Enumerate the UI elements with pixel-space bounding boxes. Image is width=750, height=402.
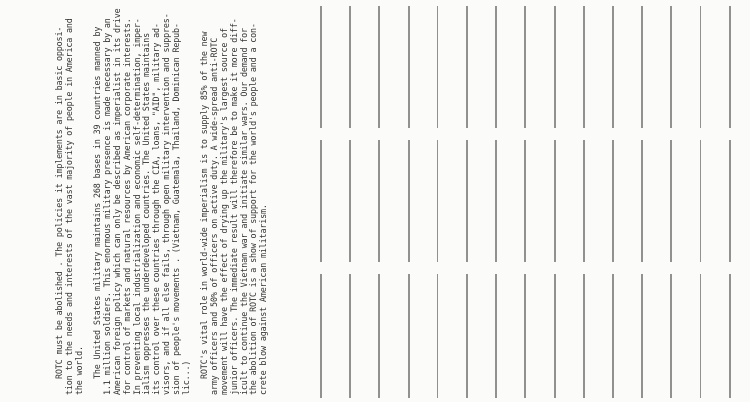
- rule-line: [495, 6, 497, 128]
- rule-line: [641, 274, 643, 398]
- text-line: tion to the needs and interests of the vast majority of people in America and: [63, 18, 74, 395]
- rule-line: [495, 274, 497, 398]
- text-line: its control over these countries through the CIA, loans, "AID", military ad-: [151, 23, 162, 395]
- rule-line: [700, 274, 702, 398]
- rule-line: [641, 6, 643, 128]
- rule-line: [466, 6, 468, 128]
- rule-line: [437, 6, 439, 128]
- rule-line: [641, 140, 643, 262]
- rule-line: [408, 274, 410, 398]
- rule-line: [349, 140, 351, 262]
- rule-line: [349, 274, 351, 398]
- rule-line: [320, 140, 322, 262]
- text-line: ROTC must be abolished . The policies it implements are in basic opposi-: [54, 26, 64, 379]
- rule-line: [437, 140, 439, 262]
- rule-line: [670, 6, 672, 128]
- rule-line: [466, 274, 468, 398]
- text-line: ROTC's vital role in world-wide imperialism is to supply 85% of the new: [199, 31, 210, 379]
- text-line: 1.1 million soldiers. This enormous military presence is made necessary by an: [102, 18, 113, 395]
- rule-line: [554, 140, 556, 262]
- rule-line: [700, 6, 702, 128]
- rule-line: [524, 274, 526, 398]
- rule-line: [524, 6, 526, 128]
- paragraph-bases: [93, 5, 191, 395]
- rule-line: [612, 6, 614, 128]
- text-line: visors, and if all else fails, through open military intervention and suppres-: [160, 13, 171, 395]
- text-line: In preventing local industrialization and economic self-determination, imper-: [131, 18, 142, 395]
- rule-line: [583, 140, 585, 262]
- rule-line: [700, 140, 702, 262]
- rule-line: [349, 6, 351, 128]
- rule-line: [320, 274, 322, 398]
- rule-line: [408, 140, 410, 262]
- text-line: movement will have the effect of drying up the military's largest source of: [218, 28, 229, 395]
- text-line: icult to continue the Vietnam war and initiate similar wars. Our demand for: [238, 28, 249, 395]
- rule-line: [495, 140, 497, 262]
- text-line: ialism oppresses the underdeveloped countries. The United States maintains: [141, 32, 152, 395]
- rule-line: [583, 6, 585, 128]
- text-line: army officers and 50% of officers on active duty. A wide-spread anti-ROTC: [209, 37, 220, 395]
- text-line: lic...): [180, 360, 191, 395]
- text-line: sion of people's movements . (Vietnam, Guatemala, Thailand, Dominican Repub-: [170, 23, 181, 395]
- text-line: the world.: [73, 346, 84, 395]
- rule-line: [612, 140, 614, 262]
- rule-line: [524, 140, 526, 262]
- rule-line: [437, 274, 439, 398]
- rule-line: [583, 274, 585, 398]
- paragraph-rotc-role: [200, 5, 269, 395]
- rule-line: [554, 274, 556, 398]
- rule-line: [729, 6, 731, 128]
- paragraph-intro: [55, 5, 84, 395]
- rule-line: [378, 274, 380, 398]
- rule-line: [554, 6, 556, 128]
- rule-line: [320, 6, 322, 128]
- rule-line: [378, 140, 380, 262]
- rotated-typed-text: [55, 5, 315, 395]
- text-line: crete blow against American militarism.: [258, 204, 269, 395]
- rule-line: [612, 274, 614, 398]
- rule-line: [408, 6, 410, 128]
- text-line: The United States military maintains 268 bases in 39 countries manned by: [92, 26, 103, 379]
- text-line: for control of markets and natural resources by American corporate interests.: [121, 18, 132, 395]
- text-line: the abolition of ROTC is a show of support for the world's people and a con-: [248, 23, 259, 395]
- signature-ruled-columns: [318, 0, 750, 402]
- text-line: American foreign policy which can only be described as imperialist in its drive: [111, 8, 122, 395]
- rule-line: [729, 140, 731, 262]
- rule-line: [466, 140, 468, 262]
- rule-line: [378, 6, 380, 128]
- rule-line: [729, 274, 731, 398]
- text-line: junior officers. The immediate result will therefore be to make it more diff-: [228, 18, 239, 395]
- rule-line: [670, 140, 672, 262]
- rule-line: [670, 274, 672, 398]
